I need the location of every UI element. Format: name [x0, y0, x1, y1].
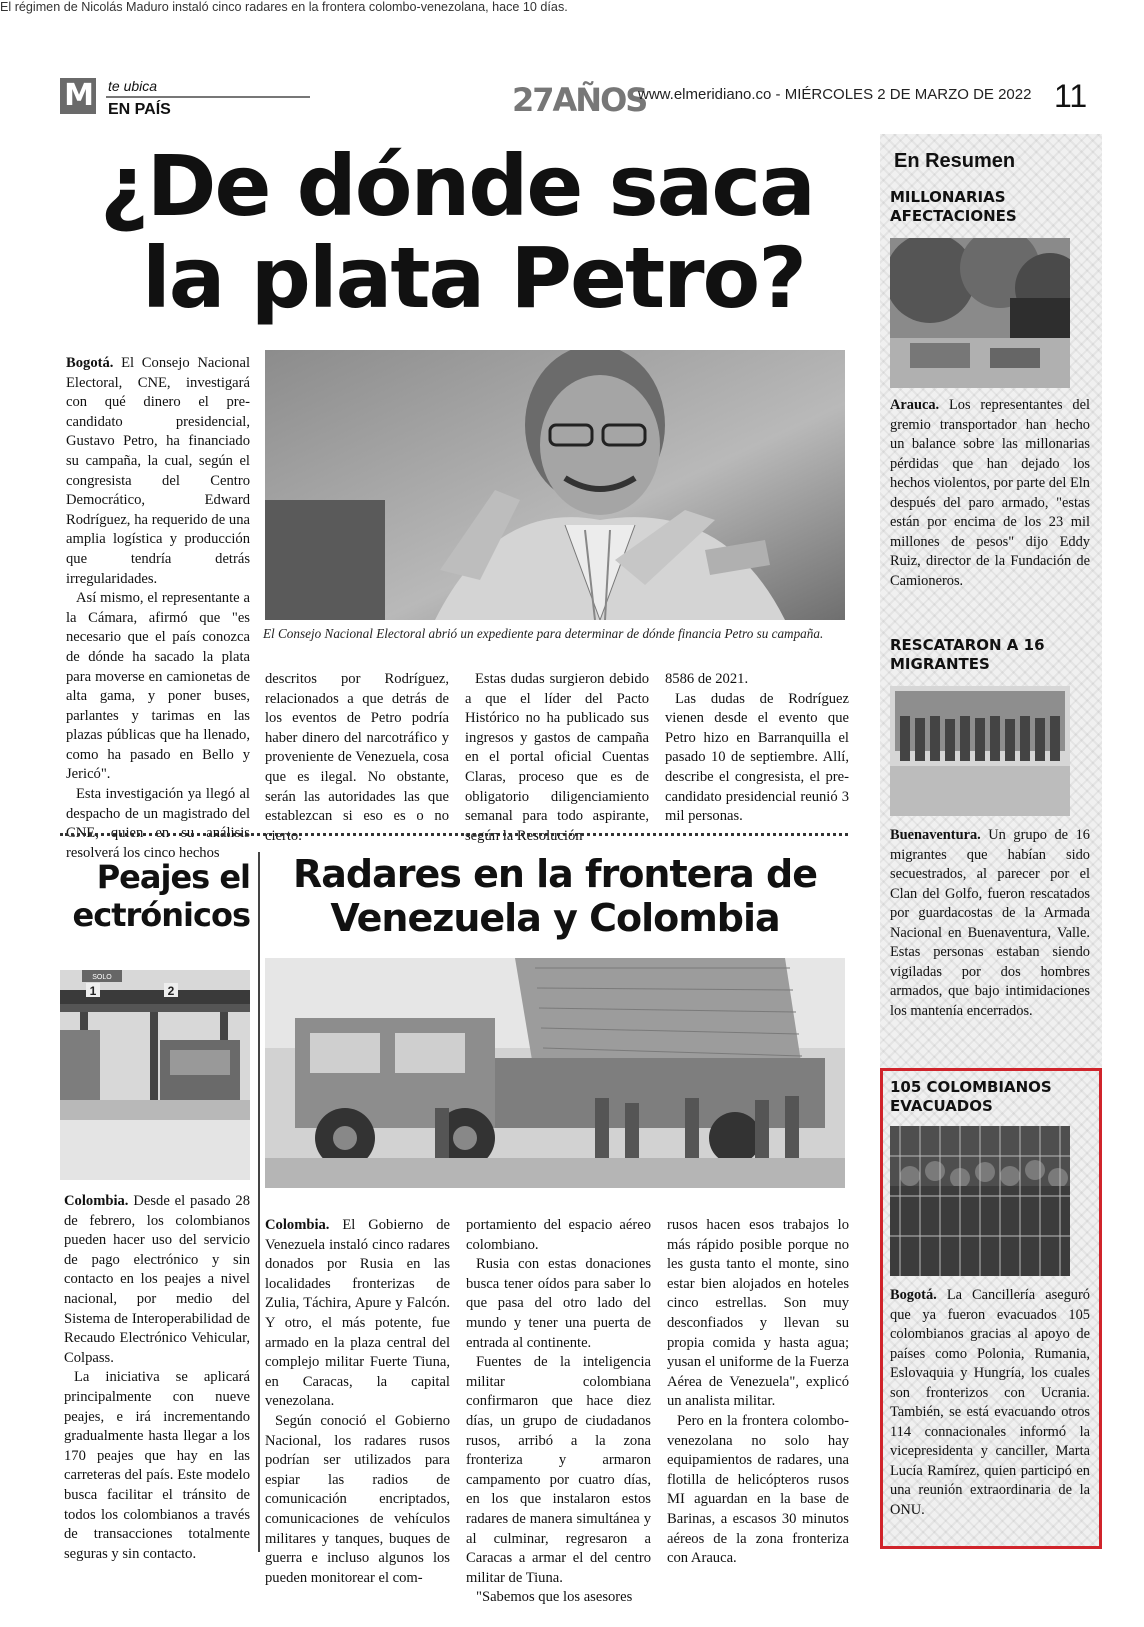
radar-photo-caption: El régimen de Nicolás Maduro instaló cinco radares en la frontera colombo-venezolana, hace 10 días.: [0, 0, 568, 14]
paragraph: El Consejo Nacional Electoral, CNE, investigará con qué dinero el pre-candidato presidencial, Gustavo Petro, ha financiado su campaña, la cual, según el congresista del Centro Democrático, Edward Rodríguez, ha requerido de una amplia logística y producción que tendría detrás irregularidades.: [66, 355, 251, 587]
paragraph: Rusia con estas donaciones busca tener oídos para saber lo que pasa del otro lado del mundo y tener una puerta de entrada al continente.: [466, 1256, 651, 1351]
main-headline-line1: ¿De dónde saca: [100, 137, 814, 235]
header-tagline: te ubica: [108, 78, 158, 94]
main-headline-line2: la plata Petro?: [142, 229, 805, 327]
rescued-migrants-illustration: [890, 686, 1070, 816]
paragraph: Fuentes de la inteligencia militar colombiana confirmaron que hace diez días, un grupo de ciudadanos rusos, arribó a la zona fronteriza y armaron campamento por cuatro días, en los que instalaron estos radares de manera simultánea y al culminar, regresaron a Caracas a armar el del centro militar de Tiuna.: [466, 1354, 651, 1586]
paragraph: La iniciativa se aplicará principalmente con nueve peajes, e irá incrementando gradualmente hasta llegar a los 170 peajes que hay en las carreteras del país. Este modelo busca facilitar el tránsito de todos los colombianos a través de transacciones totalmente seguras y sin contacto.: [64, 1369, 250, 1562]
petro-photo: [265, 350, 845, 620]
paragraph: 8586 de 2021.: [665, 671, 749, 687]
radares-headline-line2: Venezuela y Colombia: [330, 896, 780, 940]
main-story-column-1: [66, 354, 250, 863]
dateline: Arauca.: [890, 397, 940, 413]
paragraph: Las dudas de Rodríguez vienen desde el evento que Petro hizo en Barranquilla el pasado 10 de septiembre. Allí, describe el congresista, el pre-candidato presidencial reunió 3 mil personas.: [665, 690, 849, 825]
toll-lane-2: 2: [167, 984, 175, 998]
main-story-column-2: [265, 670, 449, 846]
sidebar-item3-photo: [890, 1126, 1070, 1276]
evacuees-at-fence-illustration: [890, 1126, 1070, 1276]
toll-booth-photo: [60, 970, 250, 1180]
sidebar-item2-photo: [890, 686, 1070, 816]
dateline: Bogotá.: [890, 1287, 937, 1303]
peajes-headline-line2: ectrónicos: [72, 896, 250, 934]
radares-column-1: [265, 1216, 450, 1588]
main-story-column-3: [465, 670, 649, 846]
paragraph: El Gobierno de Venezuela instaló cinco radares donados por Rusia en las localidades fronterizas de Zulia, Táchira, Apure y Falcón. Y otro, el más potente, fue armado en la plaza central del complejo militar Fuerte Tiuna, en Caracas, la capital venezolana.: [265, 1217, 450, 1410]
header-rule: [106, 96, 310, 98]
anniversary-logo: 27AÑOS: [512, 81, 647, 119]
toll-lane-1: 1: [89, 984, 97, 998]
paragraph: rusos hacen esos trabajos lo más rápido posible porque no les gusta tanto el monte, sino estar bien alojados en hoteles cinco estrellas. Son muy desconfiados y llevan su propia comida y hasta agua; yusan el uniforme de la Fuerza Aérea de Venezuela", explicó un analista militar.: [667, 1217, 849, 1410]
paragraph: Desde el pasado 28 de febrero, los colombianos pueden hacer uso del servicio de pago electrónico y sin contacto en los peajes a nivel nacional, por medio del Sistema de Interoperabilidad de Recaudo Electrónico Vehicular, Colpass.: [64, 1193, 250, 1366]
section-label: EN PAÍS: [108, 101, 171, 118]
main-headline: [100, 137, 840, 327]
sidebar-item2-headline: RESCATARON A 16 MIGRANTES: [890, 636, 1045, 673]
paragraph: Un grupo de 16 migrantes que habían sido secuestrados, al parecer por el Clan del Golfo, fueron rescatados por guardacostas de la Armada Nacional en Buenaventura, Valle. Estas personas estaban siendo vigiladas por dos hombres armados, que bajo intimidaciones los mantenía encerrados.: [890, 827, 1090, 1019]
burned-vehicles-illustration: [890, 238, 1070, 388]
paragraph: Esta investigación ya llegó al despacho de un magistrado del CNE, quien en su análisis resolverá los cinco hechos: [66, 786, 250, 861]
main-story-column-4: [665, 670, 849, 827]
column-divider: [258, 852, 260, 1552]
toll-booth-illustration: [60, 970, 250, 1180]
paragraph: Pero en la frontera colombo-venezolana no solo hay equipamientos de radares, una flotilla de helicópteros rusos MI aguardan en la base de Barinas, a escasos 30 minutos aéreos de la zona fronteriza con Arauca.: [667, 1412, 849, 1567]
radares-headline-line1: Radares en la frontera de: [292, 852, 817, 896]
radar-truck-photo: [265, 958, 845, 1188]
toll-sign-solo: SOLO: [92, 974, 112, 981]
paragraph: La Cancillería aseguró que ya fueron evacuados 105 colombianos gracias al apoyo de países como Polonia, Rumania, Eslovaquia y Hungría, los cuales son fronterizos con Ucrania. También, se está evacuando otros 114 connacionales informó la vicepresidenta y canciller, Marta Lucía Ramírez, quien participó en una reunión extraordinaria de la ONU.: [890, 1287, 1090, 1518]
peajes-text: [64, 1192, 250, 1564]
page-number: 11: [1054, 78, 1088, 114]
sidebar-item3-headline: 105 COLOMBIANOS EVACUADOS: [890, 1078, 1052, 1115]
paragraph: Los representantes del gremio transportador han hecho un balance sobre las millonarias pérdidas que han dejado los hechos violentos, por parte del Eln después del paro armado, "estas están por encima de los 23 mil millones de pesos" dijo Eddy Ruiz, director de la Fundación de Camioneros.: [890, 397, 1090, 589]
sidebar-item1-text: [890, 396, 1090, 591]
paragraph: Estas dudas surgieron debido a que el líder del Pacto Histórico no ha publicado sus ingresos y gastos de campaña en el portal oficial Cuentas Claras, proceso que es de obligatorio diligenciamiento semanal para todo aspirante, según la Resolución: [465, 671, 649, 844]
sidebar-item3-text: [890, 1286, 1090, 1520]
paragraph: portamiento del espacio aéreo colombiano.: [466, 1217, 651, 1253]
paragraph: descritos por Rodríguez, relacionados a que detrás de los eventos de Petro podría haber dinero del narcotráfico y proveniente de Venezuela, cosa que es ilegal. No obstante, serán las autoridades las que establezcan si eso es o no cierto.: [265, 671, 449, 844]
site-and-date: www.elmeridiano.co - MIÉRCOLES 2 DE MARZO DE 2022: [638, 86, 1032, 103]
dateline: Buenaventura.: [890, 827, 981, 843]
sidebar-item1-headline: MILLONARIAS AFECTACIONES: [890, 188, 1017, 225]
sidebar-item1-photo: [890, 238, 1070, 388]
sidebar-item2-text: [890, 826, 1090, 1021]
newspaper-logo: M: [60, 78, 96, 114]
radares-column-2: [466, 1216, 651, 1608]
radares-headline: [265, 852, 845, 940]
main-photo-caption: El Consejo Nacional Electoral abrió un expediente para determinar de dónde financia Petro su campaña.: [263, 626, 824, 641]
radares-column-3: [667, 1216, 849, 1569]
section-divider: [60, 833, 848, 836]
paragraph: "Sabemos que los asesores: [476, 1589, 633, 1606]
petro-photo-illustration: [265, 350, 845, 620]
dateline: Colombia.: [265, 1217, 330, 1233]
dateline: Colombia.: [64, 1193, 129, 1209]
radar-truck-illustration: [265, 958, 845, 1188]
paragraph: Según conoció el Gobierno Nacional, los radares rusos podrían ser utilizados para espiar las radios de comunicación encriptados, comunicaciones de vehículos militares y tanques, buques de guerra e incluso algunos los pueden monitorear el com-: [265, 1412, 450, 1586]
peajes-headline: [64, 858, 250, 934]
sidebar-title: En Resumen: [894, 150, 1016, 172]
peajes-headline-line1: Peajes el: [96, 858, 250, 896]
dateline: Bogotá.: [66, 355, 114, 371]
paragraph: Así mismo, el representante a la Cámara, afirmó que "es necesario que el país conozca de dónde ha sacado la plata para moverse en camionetas de alta gama, y poner buses, parlantes y tarimas en las plazas públicas que ha llenado, como ha pasado en Bello y Jericó".: [66, 590, 250, 783]
